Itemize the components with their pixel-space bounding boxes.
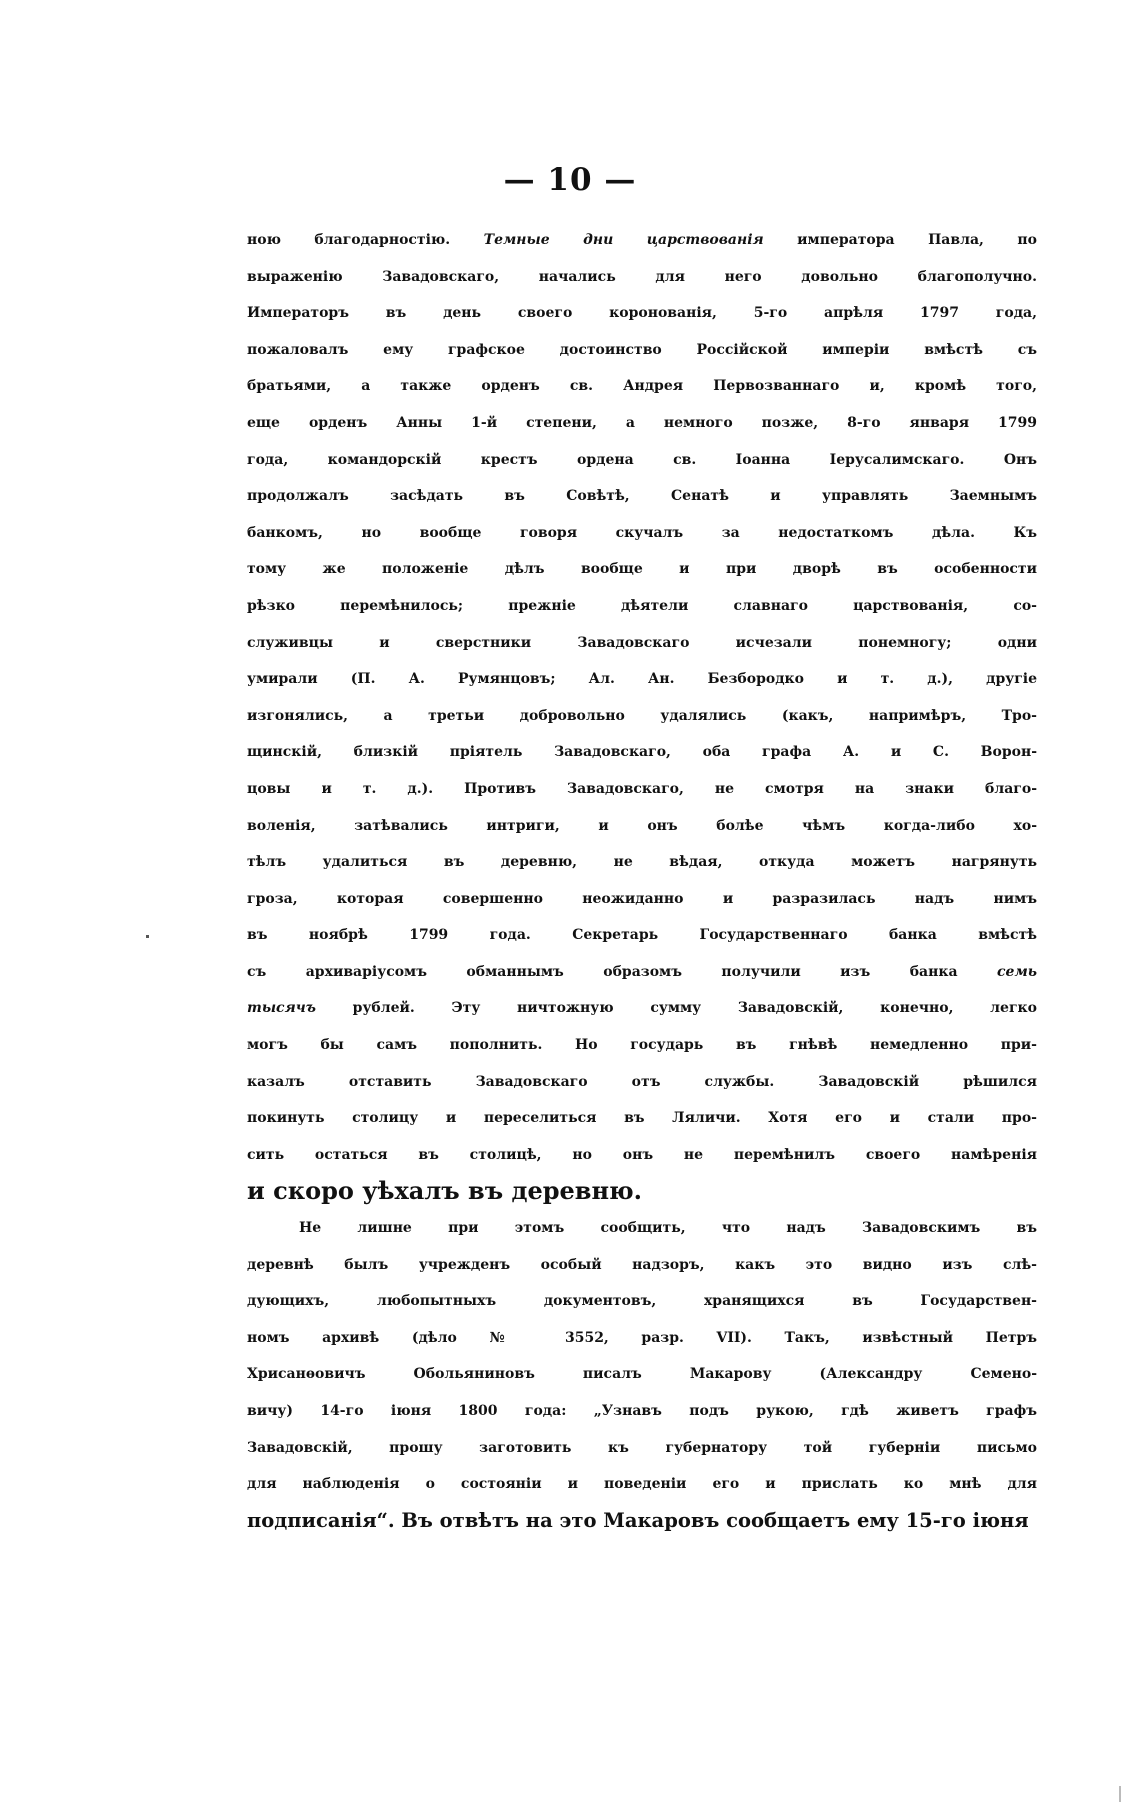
text-line — [247, 295, 1037, 332]
paragraph — [247, 1210, 1037, 1539]
text-line — [247, 405, 1037, 442]
text-line — [247, 1173, 1037, 1210]
text-segment: императора Павла, по — [763, 232, 1037, 248]
text-line — [247, 1027, 1037, 1064]
text-segment: въ ноябрѣ 1799 года. Секретарь Государственнаго банка вмѣстѣ — [247, 927, 1037, 944]
text-line — [247, 222, 1037, 259]
text-segment: воленія, затѣвались интриги, и онъ болѣе чѣмъ когда-либо хо- — [247, 817, 1037, 834]
text-segment: рѣзко перемѣнилось; прежніе дѣятели славнаго царствованія, со- — [247, 597, 1037, 614]
text-segment: пожаловалъ ему графское достоинство Россійской имперіи вмѣстѣ съ — [247, 341, 1037, 358]
text-line — [247, 990, 1037, 1027]
text-segment: могъ бы самъ пополнить. Но государь въ гнѣвѣ немедленно при- — [247, 1037, 1037, 1054]
text-line — [247, 259, 1037, 296]
page-number: — 10 — — [503, 162, 637, 198]
text-segment: подписанія“. Въ отвѣтъ на это Макаровъ сообщаетъ ему 15-го іюня — [247, 1508, 1029, 1532]
text-segment: и скоро уѣхалъ въ деревню. — [247, 1176, 643, 1206]
text-segment: еще орденъ Анны 1-й степени, а немного позже, 8-го января 1799 — [247, 414, 1037, 431]
text-segment: гроза, которая совершенно неожиданно и разразилась надъ нимъ — [247, 890, 1037, 907]
text-line — [247, 1466, 1037, 1503]
text-line — [247, 881, 1037, 918]
text-segment: деревнѣ былъ учрежденъ особый надзоръ, какъ это видно изъ слѣ- — [247, 1256, 1037, 1273]
text-segment: рублей. Эту ничтожную сумму Завадовскій, конечно, легко — [315, 1000, 1037, 1017]
text-segment: цовы и т. д.). Противъ Завадовскаго, не смотря на знаки благо- — [247, 780, 1037, 797]
italic-text: семь — [997, 963, 1037, 980]
text-segment: банкомъ, но вообще говоря скучалъ за недостаткомъ дѣла. Къ — [247, 524, 1037, 541]
text-line — [247, 368, 1037, 405]
text-segment: номъ архивѣ (дѣло № 3552, разр. VII). Такъ, извѣстный Петръ — [247, 1329, 1037, 1346]
text-line — [247, 625, 1037, 662]
paragraph — [247, 222, 1037, 1210]
text-line — [247, 1210, 1037, 1247]
text-line — [247, 1430, 1037, 1467]
text-line — [247, 1356, 1037, 1393]
text-segment: умирали (П. А. Румянцовъ; Ал. Ан. Безбородко и т. д.), другіе — [247, 671, 1037, 688]
text-segment: покинуть столицу и переселиться въ Ляличи. Хотя его и стали про- — [247, 1110, 1037, 1127]
text-line — [247, 332, 1037, 369]
text-line — [247, 1247, 1037, 1284]
text-line — [247, 478, 1037, 515]
text-line — [247, 1503, 1037, 1540]
text-segment: тому же положеніе дѣлъ вообще и при дворѣ въ особенности — [247, 561, 1037, 578]
text-line — [247, 1320, 1037, 1357]
text-line — [247, 808, 1037, 845]
text-line — [247, 551, 1037, 588]
text-line — [247, 1064, 1037, 1101]
text-line — [247, 698, 1037, 735]
text-line — [247, 1137, 1037, 1174]
scan-mark — [1119, 1786, 1121, 1802]
text-segment: продолжалъ засѣдать въ Совѣтѣ, Сенатѣ и управлять Заемнымъ — [247, 488, 1037, 505]
text-segment: Императоръ въ день своего коронованія, 5-го апрѣля 1797 года, — [247, 305, 1037, 322]
text-segment: сить остаться въ столицѣ, но онъ не перемѣнилъ своего намѣренія — [247, 1146, 1037, 1163]
text-segment: казалъ отставить Завадовскаго отъ службы. Завадовскій рѣшился — [247, 1073, 1037, 1090]
italic-text: Темные дни царствованія — [483, 232, 764, 248]
text-segment: Завадовскій, прошу заготовить къ губернатору той губерніи письмо — [247, 1439, 1037, 1456]
text-segment: щинскій, близкій пріятель Завадовскаго, оба графа А. и С. Ворон- — [247, 744, 1037, 761]
text-segment: служивцы и сверстники Завадовскаго исчезали понемногу; одни — [247, 634, 1037, 651]
text-line — [247, 661, 1037, 698]
text-segment: ною благодарностію. — [247, 232, 484, 248]
scan-speck — [146, 935, 149, 938]
text-segment: братьями, а также орденъ св. Андрея Первозваннаго и, кромѣ того, — [247, 378, 1037, 395]
text-segment: съ архиваріусомъ обманнымъ образомъ получили изъ банка — [247, 963, 998, 980]
text-line — [247, 1393, 1037, 1430]
text-segment: выраженію Завадовскаго, начались для него довольно благополучно. — [247, 268, 1037, 285]
text-line — [247, 1283, 1037, 1320]
text-line — [247, 588, 1037, 625]
body-text — [247, 222, 1037, 1539]
text-line — [247, 844, 1037, 881]
text-segment: для наблюденія о состояніи и поведеніи его и прислать ко мнѣ для — [247, 1476, 1037, 1493]
italic-text: тысячъ — [247, 1000, 316, 1017]
text-segment: Не лишне при этомъ сообщить, что надъ Завадовскимъ въ — [299, 1220, 1037, 1237]
text-line — [247, 917, 1037, 954]
text-segment: Хрисанѳовичъ Обольяниновъ писалъ Макарову (Александру Семено- — [247, 1366, 1037, 1383]
text-line — [247, 442, 1037, 479]
text-line — [247, 954, 1037, 991]
text-segment: года, командорскій крестъ ордена св. Іоанна Іерусалимскаго. Онъ — [247, 451, 1037, 468]
text-line — [247, 771, 1037, 808]
text-line — [247, 1100, 1037, 1137]
text-line — [247, 734, 1037, 771]
text-segment: тѣлъ удалиться въ деревню, не вѣдая, откуда можетъ нагрянуть — [247, 854, 1037, 871]
text-segment: изгонялись, а третьи добровольно удалялись (какъ, напримѣръ, Тро- — [247, 707, 1037, 724]
text-line — [247, 515, 1037, 552]
text-segment: вичу) 14-го іюня 1800 года: „Узнавъ подъ рукою, гдѣ живетъ графъ — [247, 1403, 1037, 1419]
text-segment: дующихъ, любопытныхъ документовъ, хранящихся въ Государствен- — [247, 1293, 1037, 1310]
